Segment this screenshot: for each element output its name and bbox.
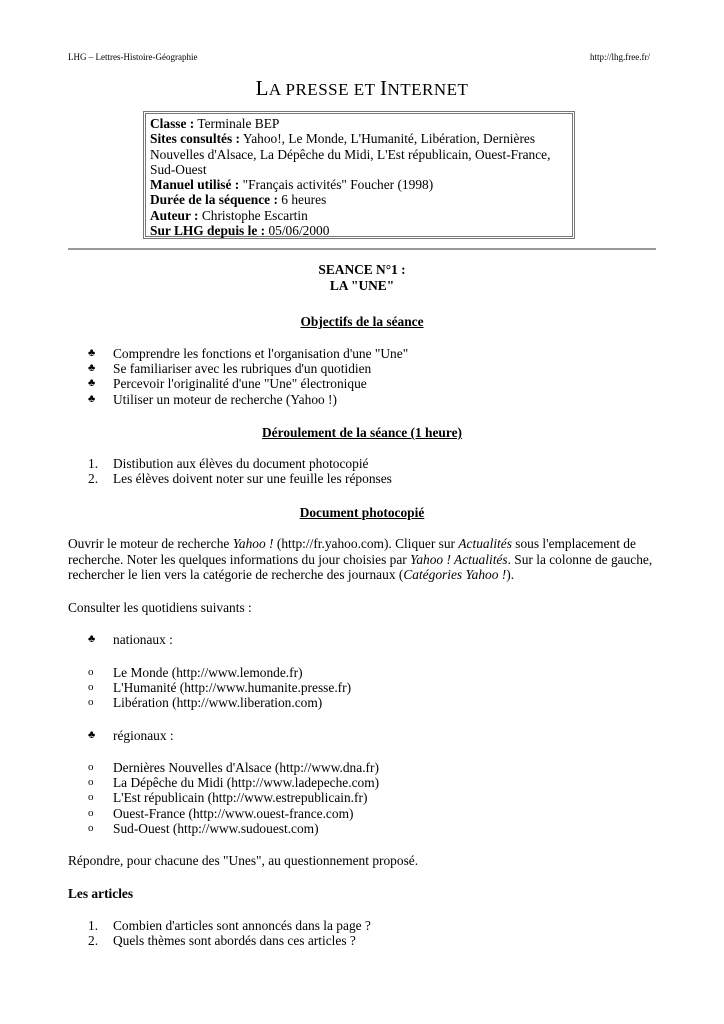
info-manuel: Manuel utilisé : "Français activités" Foucher (1998) bbox=[150, 177, 434, 193]
horizontal-divider bbox=[68, 248, 656, 250]
circle-bullet-icon: o bbox=[88, 681, 94, 694]
deroulement-heading: Déroulement de la séance (1 heure) bbox=[262, 425, 462, 440]
info-auteur: Auteur : Christophe Escartin bbox=[150, 207, 308, 223]
header-site-name: LHG – Lettres-Histoire-Géographie bbox=[68, 52, 198, 62]
objectifs-heading: Objectifs de la séance bbox=[300, 314, 424, 329]
list-item: ♣ Percevoir l'originalité d'une "Une" électronique bbox=[88, 376, 367, 392]
list-item: 2. Quels thèmes sont abordés dans ces articles ? bbox=[88, 933, 356, 949]
circle-bullet-icon: o bbox=[88, 761, 94, 773]
info-classe: Classe : Terminale BEP bbox=[150, 116, 280, 131]
circle-bullet-icon: o bbox=[88, 696, 94, 709]
list-item: ♣ Se familiariser avec les rubriques d'un quotidien bbox=[88, 361, 372, 377]
info-sites: Sites consultés : Yahoo!, Le Monde, L'Humanité, Libération, Dernières Nouvelles d'Alsace, La Dépêche du Midi, L'Est républicain, Ouest-France, Sud-Ouest bbox=[150, 131, 551, 177]
document-heading: Document photocopié bbox=[299, 505, 425, 520]
info-box bbox=[143, 111, 575, 239]
circle-bullet-icon: o bbox=[88, 821, 94, 834]
info-depuis: Sur LHG depuis le : 05/06/2000 bbox=[150, 223, 330, 239]
list-item: 1. Distibution aux élèves du document photocopié bbox=[88, 456, 369, 471]
title-rest-2: NTERNET bbox=[387, 80, 469, 99]
circle-bullet-icon: o bbox=[88, 791, 94, 804]
list-item: o La Dépêche du Midi (http://www.ladepeche.com) bbox=[88, 775, 380, 791]
list-item: o Le Monde (http://www.lemonde.fr) bbox=[88, 665, 303, 680]
title-cap-i: I bbox=[379, 76, 388, 100]
articles-heading: Les articles bbox=[68, 886, 134, 901]
list-item: o L'Est républicain (http://www.estrepublicain.fr) bbox=[88, 790, 368, 806]
title-rest-1: A PRESSE ET bbox=[268, 80, 380, 99]
circle-bullet-icon: o bbox=[88, 776, 94, 789]
regionaux-list bbox=[88, 760, 379, 836]
deroulement-list bbox=[88, 456, 392, 486]
list-item: 2. Les élèves doivent noter sur une feuille les réponses bbox=[88, 471, 392, 487]
repondre-paragraph: Répondre, pour chacune des "Unes", au questionnement proposé. bbox=[68, 853, 419, 868]
circle-bullet-icon: o bbox=[88, 666, 94, 678]
club-bullet-icon: ♣ bbox=[88, 392, 96, 405]
list-item: o L'Humanité (http://www.humanite.presse.fr) bbox=[88, 680, 352, 696]
header-url: http://lhg.free.fr/ bbox=[590, 52, 650, 62]
nationaux-list bbox=[88, 665, 351, 711]
club-bullet-icon: ♣ bbox=[88, 362, 96, 375]
club-bullet-icon: ♣ bbox=[88, 633, 96, 645]
nationaux-label: ♣ nationaux : bbox=[88, 632, 173, 647]
list-item: o Sud-Ouest (http://www.sudouest.com) bbox=[88, 820, 319, 836]
list-item: o Dernières Nouvelles d'Alsace (http://www.dna.fr) bbox=[88, 760, 379, 775]
info-duree: Durée de la séquence : 6 heures bbox=[150, 192, 327, 208]
list-item: o Libération (http://www.liberation.com) bbox=[88, 695, 323, 711]
objectifs-list bbox=[88, 346, 408, 407]
club-bullet-icon: ♣ bbox=[88, 377, 96, 390]
list-item: ♣ Utiliser un moteur de recherche (Yahoo !) bbox=[88, 391, 337, 407]
club-bullet-icon: ♣ bbox=[88, 347, 96, 359]
circle-bullet-icon: o bbox=[88, 806, 94, 819]
page-title bbox=[0, 76, 724, 101]
regionaux-label: ♣ régionaux : bbox=[88, 728, 174, 743]
seance-heading-line2: LA "UNE" bbox=[329, 278, 395, 293]
articles-list bbox=[88, 918, 371, 948]
list-item: 1. Combien d'articles sont annoncés dans la page ? bbox=[88, 918, 371, 933]
title-cap-l: L bbox=[255, 76, 269, 100]
seance-heading-line1: SEANCE N°1 : bbox=[318, 262, 406, 277]
list-item: o Ouest-France (http://www.ouest-france.com) bbox=[88, 805, 354, 821]
club-bullet-icon: ♣ bbox=[88, 729, 96, 741]
consulter-paragraph: Consulter les quotidiens suivants : bbox=[68, 600, 252, 615]
list-item: ♣ Comprendre les fonctions et l'organisation d'une "Une" bbox=[88, 346, 409, 361]
instructions-paragraph: Ouvrir le moteur de recherche Yahoo ! (http://fr.yahoo.com). Cliquer sur Actualités sous l'emplacement de recherche. Noter les quelques informations du jour choisies par Yahoo ! Actualités. Sur la colonne de gauche, rechercher le lien vers la catégorie de recherche des journaux (Catégories Yahoo !). bbox=[68, 536, 653, 582]
